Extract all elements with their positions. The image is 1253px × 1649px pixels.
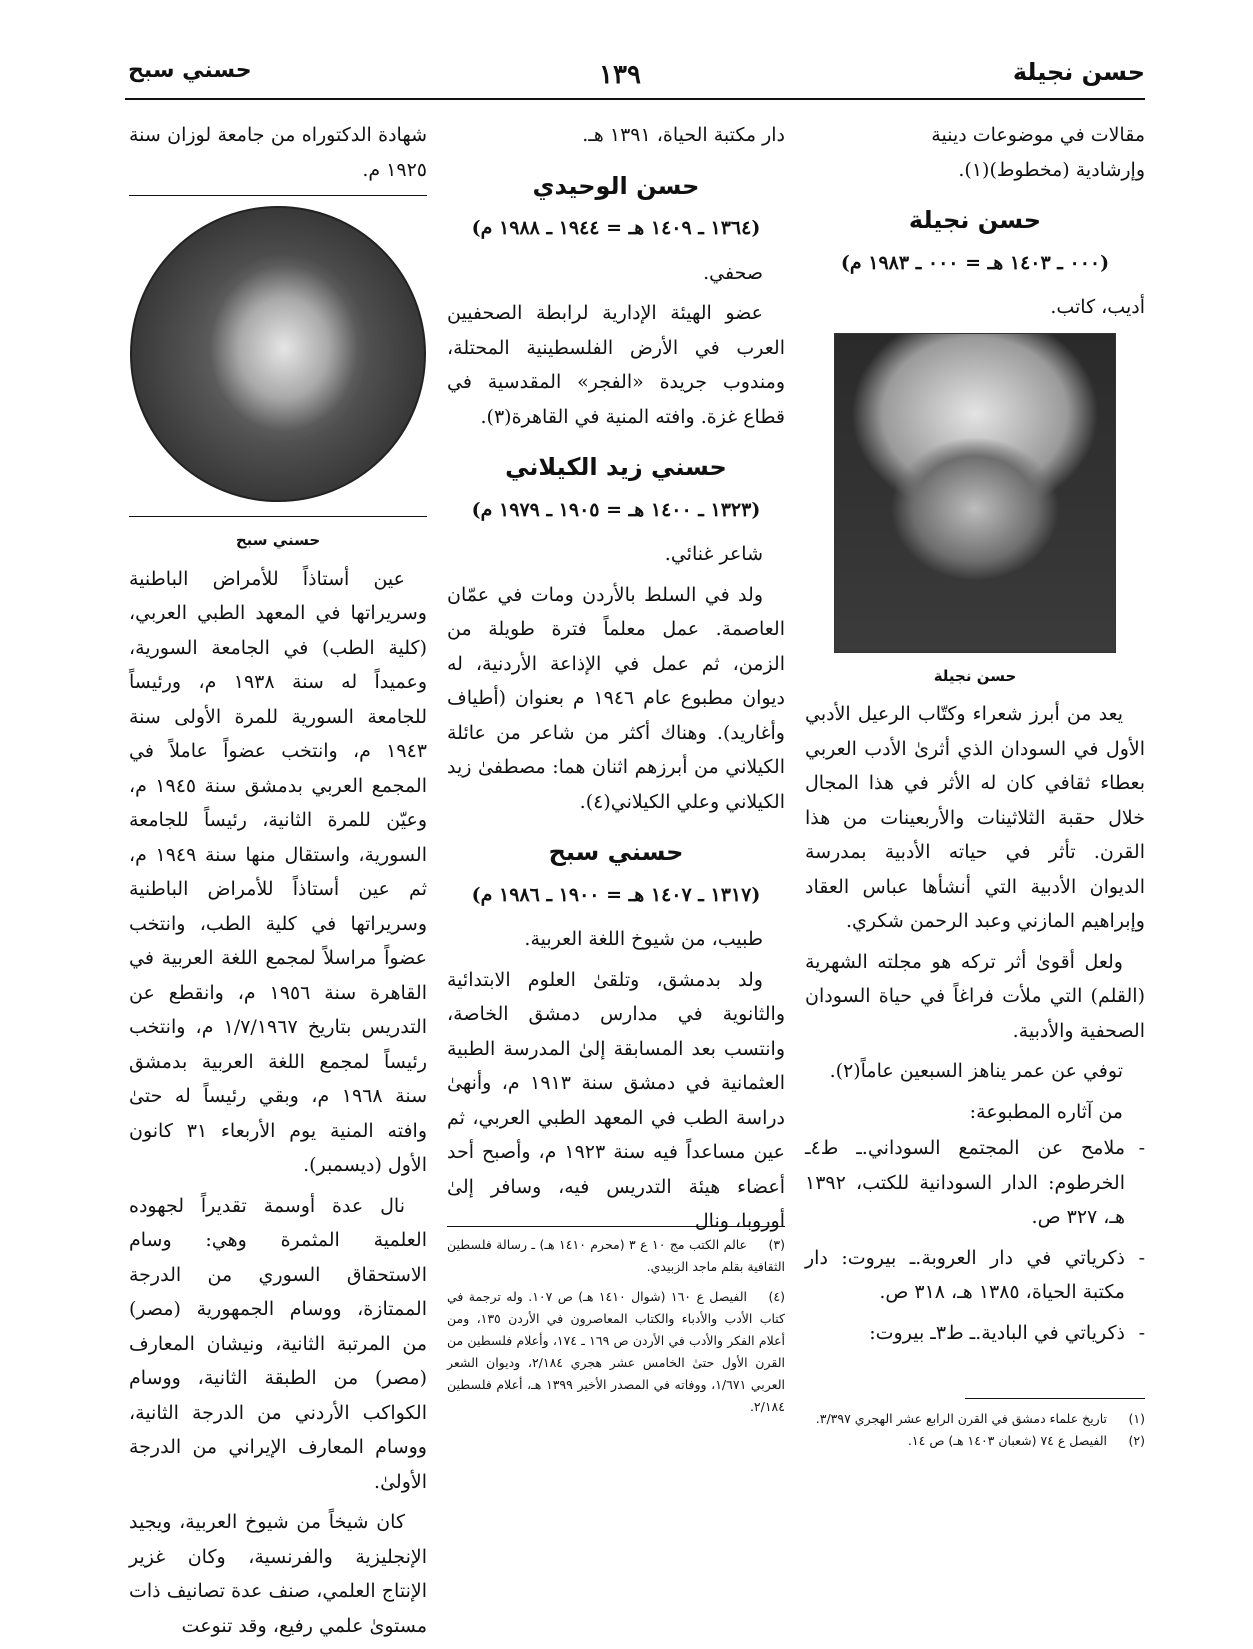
running-head-left: حسني سبح: [128, 58, 252, 83]
entry-name-husni-kilani: حسني زيد الكيلاني: [505, 453, 727, 481]
column-middle: [447, 118, 785, 1245]
footnote-item: [447, 1234, 785, 1278]
footnote-item: [805, 1408, 1145, 1430]
header-rule: [125, 98, 1145, 100]
works-item: - ملامح عن المجتمع السوداني.ـ ط٤ـ الخرطوم: الدار السودانية للكتب، ١٣٩٢ هـ، ٣٢٧ ص.: [805, 1131, 1145, 1235]
intro-line: دار مكتبة الحياة، ١٣٩١ هـ.: [582, 124, 785, 146]
footnote-text: الفيصل ع ١٦٠ (شوال ١٤١٠ هـ) ص ١٠٧. وله ترجمة في كتاب الأدب والأدباء والكتاب المعاصرون في الأردن ١٣٥، ومن أعلام الفكر والأدب في الأردن ص ١٦٩ ـ ١٧٤، وأعلام فلسطين من القرن الأول حتىٰ الخامس عشر هجري ٢/١٨٤، وديوان الشعر العربي ١/٦٧١، ووفاته في المصدر الأخير ١٣٩٩ هـ، أعلام فلسطين ٢/١٨٤.: [447, 1289, 785, 1414]
works-item: - ذكرياتي في البادية.ـ ط٣ـ بيروت:: [805, 1316, 1145, 1351]
entry-name-husni-sabh: حسني سبح: [548, 838, 684, 866]
portrait-photo-husni-sabh: [130, 206, 426, 502]
entry-role: شاعر غنائي.: [664, 543, 763, 565]
works-title: من آثاره المطبوعة:: [969, 1100, 1123, 1123]
footnote-item: [805, 1430, 1145, 1452]
intro-line-2: وإرشادية (مخطوط)(١).: [958, 158, 1145, 181]
entry-dates: (١٣٦٤ ـ ١٤٠٩ هـ = ١٩٤٤ ـ ١٩٨٨ م): [471, 217, 761, 239]
page-number: ١٣٩: [599, 60, 641, 90]
footnote-text: تاريخ علماء دمشق في القرن الرابع عشر الهجري ٣/٣٩٧.: [815, 1411, 1107, 1426]
footnotes-right: [805, 1408, 1145, 1452]
bio-paragraph: عضو الهيئة الإدارية لرابطة الصحفيين العرب في الأرض الفلسطينية المحتلة، ومندوب جريدة «الفجر» المقدسية في قطاع غزة. وافته المنية في القاهرة(٣).: [447, 302, 785, 428]
entry-role: طبيب، من شيوخ اللغة العربية.: [524, 928, 763, 950]
entry-role: صحفي.: [703, 261, 763, 284]
entry-role: أديب، كاتب.: [1050, 296, 1145, 318]
photo-bottom-rule: [129, 516, 427, 517]
footnote-number: (٣): [768, 1237, 786, 1252]
bio-paragraph: عين أستاذاً للأمراض الباطنية وسريراتها في المعهد الطبي العربي، (كلية الطب) في الجامعة السورية، وعميداً له سنة ١٩٣٨ م، ورئيساً للجامعة السورية للمرة الأولى سنة ١٩٤٣ م، وانتخب عضواً عاملاً في المجمع العربي بدمشق سنة ١٩٤٥ م، وعيّن للمرة الثانية، رئيساً للجامعة السورية، واستقال منها سنة ١٩٤٩ م، ثم عين أستاذاً للأمراض الباطنية وسريراتها في كلية الطب، وانتخب عضواً مراسلاً لمجمع اللغة العربية في القاهرة سنة ١٩٥٦ م، وانقطع عن التدريس بتاريخ ١/٧/١٩٦٧ م، وانتخب رئيساً لمجمع اللغة العربية بدمشق سنة ١٩٦٨ م، وبقي رئيساً له حتىٰ وافته المنية يوم الأربعاء ٣١ كانون الأول (ديسمبر).: [129, 567, 428, 1176]
entry-dates: (١٣٢٣ ـ ١٤٠٠ هـ = ١٩٠٥ ـ ١٩٧٩ م): [471, 498, 761, 521]
bio-paragraph: توفي عن عمر يناهز السبعين عاماً(٢).: [829, 1060, 1123, 1082]
entry-dates: (١٣١٧ ـ ١٤٠٧ هـ = ١٩٠٠ ـ ١٩٨٦ م): [471, 883, 761, 906]
photo-caption: حسن نجيلة: [933, 666, 1017, 685]
bio-paragraph: ولد في السلط بالأردن ومات في عمّان العاصمة. عمل معلماً فترة طويلة من الزمن، ثم عمل في الإذاعة الأردنية، له ديوان مطبوع عام ١٩٤٦ م بعنوان (أطياف وأغاريد). وهناك أكثر من شاعر من عائلة الكيلاني من أبرزهم اثنان هما: مصطفىٰ زيد الكيلاني وعلي الكيلاني(٤).: [447, 583, 785, 813]
footnote-number: (٤): [768, 1289, 785, 1304]
bio-paragraph: نال عدة أوسمة تقديراً لجهوده العلمية المثمرة وهي: وسام الاستحقاق السوري من الدرجة الممتازة، ووسام الجمهورية (مصر) من المرتبة الثانية، ونيشان المعارف (مصر) من الطبقة الثانية، ووسام الكواكب الأردني من الدرجة الثانية، ووسام المعارف الإيراني من الدرجة الأولىٰ.: [129, 1194, 427, 1493]
intro-line-1: مقالات في موضوعات دينية: [931, 124, 1145, 146]
column-right: [805, 118, 1145, 1356]
footnote-text: الفيصل ع ٧٤ (شعبان ١٤٠٣ هـ) ص ١٤.: [907, 1433, 1107, 1448]
footnote-rule: [447, 1226, 785, 1227]
intro-line: شهادة الدكتوراه من جامعة لوزان سنة ١٩٢٥ م.: [129, 124, 427, 181]
bio-paragraph: يعد من أبرز شعراء وكتّاب الرعيل الأدبي الأول في السودان الذي أثرىٰ الأدب العربي بعطاء ثقافي كان له الأثر في هذا المجال خلال حقبة الثلاثينات والأربعينات من هذا القرن. تأثر في حياته الأدبية بمدرسة الديوان الأدبية التي أنشأها عباس العقاد وإبراهيم المازني وعبد الرحمن شكري.: [805, 703, 1145, 932]
bio-paragraph: ولد بدمشق، وتلقىٰ العلوم الابتدائية والثانوية في مدارس دمشق الخاصة، وانتسب بعد المسابقة إلىٰ المدرسة الطبية العثمانية في دمشق سنة ١٩١٣ م، وأنهىٰ دراسة الطب في المعهد الطبي العربي، ثم عين مساعداً فيه سنة ١٩٢٣ م، وأصبح أحد أعضاء هيئة التدريس فيه، وسافر إلىٰ أوروبا، ونال: [447, 968, 785, 1232]
footnote-rule: [965, 1398, 1145, 1399]
footnote-number: (١): [1128, 1411, 1145, 1426]
footnotes-middle: [447, 1234, 785, 1418]
footnote-text: عالم الكتب مج ١٠ ع ٣ (محرم ١٤١٠ هـ) ـ رسالة فلسطين الثقافية بقلم ماجد الزبيدي.: [447, 1237, 785, 1274]
works-item: - ذكرياتي في دار العروبة.ـ بيروت: دار مكتبة الحياة، ١٣٨٥ هـ، ٣١٨ ص.: [805, 1241, 1145, 1310]
entry-dates-hasan-najila: (٠٠٠ ـ ١٤٠٣ هـ = ٠٠٠ ـ ١٩٨٣ م): [840, 251, 1110, 274]
photo-caption: حسني سبح: [235, 531, 321, 549]
photo-top-rule: [129, 195, 427, 196]
column-left: [129, 118, 427, 1649]
entry-name-hasan-najila: حسن نجيلة: [908, 206, 1042, 234]
bio-paragraph: كان شيخاً من شيوخ العربية، ويجيد الإنجليزية والفرنسية، وكان غزير الإنتاج العلمي، صنف عدة تصانيف ذات مستوىٰ علمي رفيع، وقد تنوعت: [129, 1511, 427, 1637]
footnote-item: [447, 1286, 785, 1418]
portrait-photo-hasan-najila: [834, 333, 1116, 653]
running-head-right: حسن نجيلة: [1012, 58, 1145, 86]
bio-paragraph: ولعل أقوىٰ أثر تركه هو مجلته الشهرية (القلم) التي ملأت فراغاً في حياة السودان الصحفية والأدبية.: [805, 950, 1145, 1042]
footnote-number: (٢): [1128, 1433, 1145, 1448]
entry-name-hasan-wahidi: حسن الوحيدي: [532, 171, 700, 200]
